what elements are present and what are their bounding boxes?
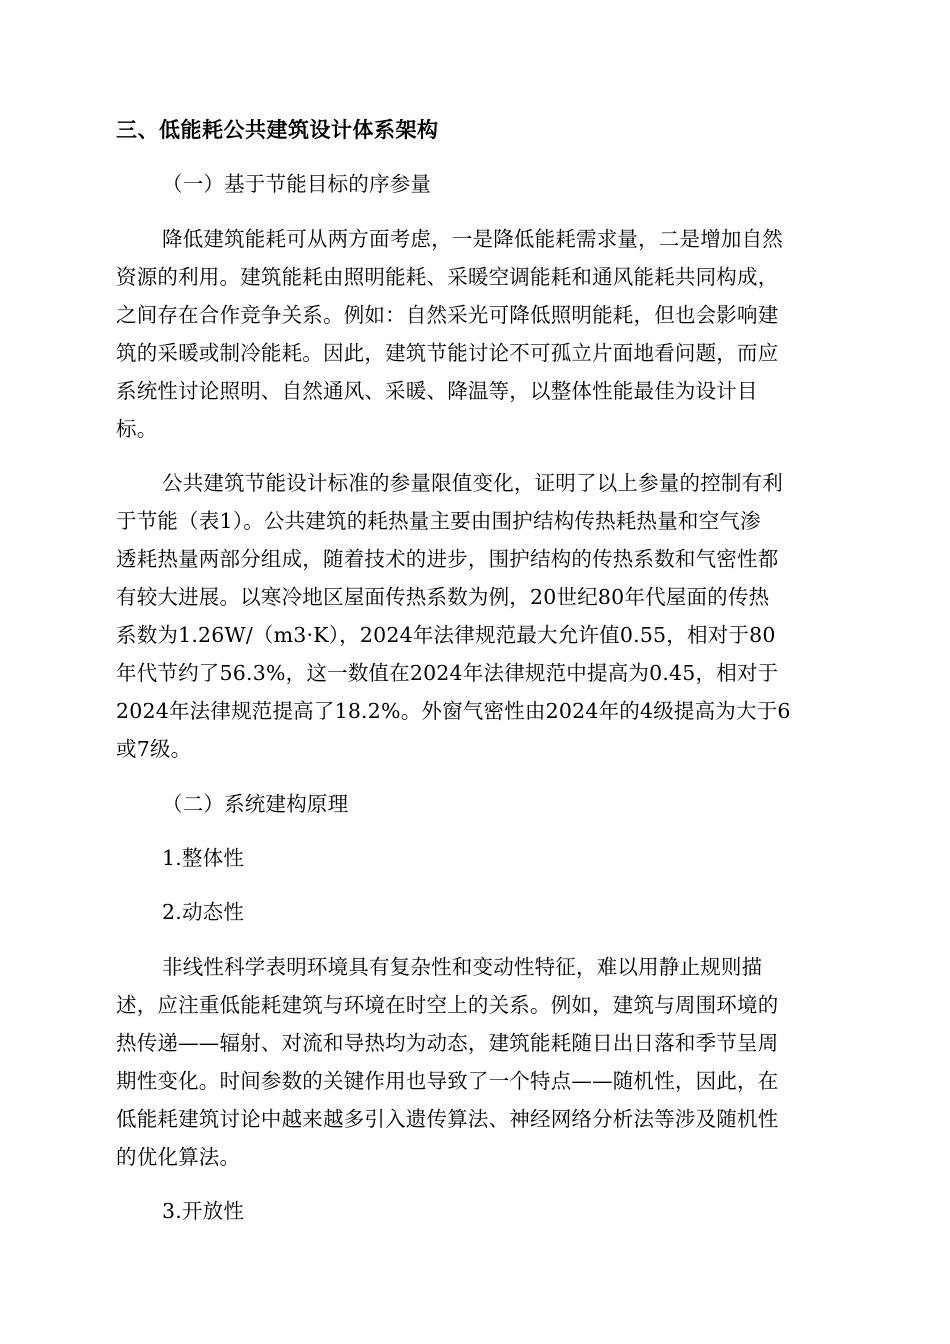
paragraph-line: 低能耗建筑讨论中越来越多引入遗传算法、神经网络分析法等涉及随机性 — [116, 1107, 779, 1131]
paragraph-line: 的优化算法。 — [116, 1145, 241, 1169]
paragraph-line: 系数为1.26W/（m3·K），2024年法律规范最大允许值0.55，相对于80 — [116, 623, 776, 647]
section-title: 三、低能耗公共建筑设计体系架构 — [116, 117, 439, 142]
paragraph-line: 述，应注重低能耗建筑与环境在时空上的关系。例如，建筑与周围环境的 — [116, 993, 779, 1017]
subsection-title-1: （一）基于节能目标的序参量 — [162, 172, 432, 196]
paragraph-line: 之间存在合作竞争关系。例如：自然采光可降低照明能耗，但也会影响建 — [116, 303, 779, 327]
paragraph-line: 于节能（表1）。公共建筑的耗热量主要由围护结构传热耗热量和空气渗 — [116, 509, 761, 533]
paragraph-line: 或7级。 — [116, 737, 192, 761]
list-item-3: 3.开放性 — [162, 1199, 245, 1223]
paragraph-line: 公共建筑节能设计标准的参量限值变化，证明了以上参量的控制有利 — [162, 471, 783, 495]
paragraph-line: 透耗热量两部分组成，随着技术的进步，围护结构的传热系数和气密性都 — [116, 547, 779, 571]
paragraph-line: 降低建筑能耗可从两方面考虑，一是降低能耗需求量，二是增加自然 — [162, 227, 783, 251]
paragraph-line: 年代节约了56.3%，这一数值在2024年法律规范中提高为0.45，相对于 — [116, 661, 779, 685]
paragraph-line: 非线性科学表明环境具有复杂性和变动性特征，难以用静止规则描 — [162, 955, 763, 979]
paragraph-line: 资源的利用。建筑能耗由照明能耗、采暖空调能耗和通风能耗共同构成， — [116, 265, 779, 289]
paragraph-line: 期性变化。时间参数的关键作用也导致了一个特点——随机性，因此，在 — [116, 1069, 779, 1093]
paragraph-line: 标。 — [116, 417, 158, 441]
paragraph-line: 2024年法律规范提高了18.2%。外窗气密性由2024年的4级提高为大于6 — [116, 699, 791, 723]
paragraph-line: 热传递——辐射、对流和导热均为动态，建筑能耗随日出日落和季节呈周 — [116, 1031, 779, 1055]
paragraph-line: 筑的采暖或制冷能耗。因此，建筑节能讨论不可孤立片面地看问题，而应 — [116, 341, 779, 365]
list-item-2: 2.动态性 — [162, 900, 245, 924]
paragraph-line: 有较大进展。以寒冷地区屋面传热系数为例，20世纪80年代屋面的传热 — [116, 585, 770, 609]
list-item-1: 1.整体性 — [162, 846, 245, 870]
subsection-title-2: （二）系统建构原理 — [162, 792, 349, 816]
paragraph-line: 系统性讨论照明、自然通风、采暖、降温等，以整体性能最佳为设计目 — [116, 379, 758, 403]
